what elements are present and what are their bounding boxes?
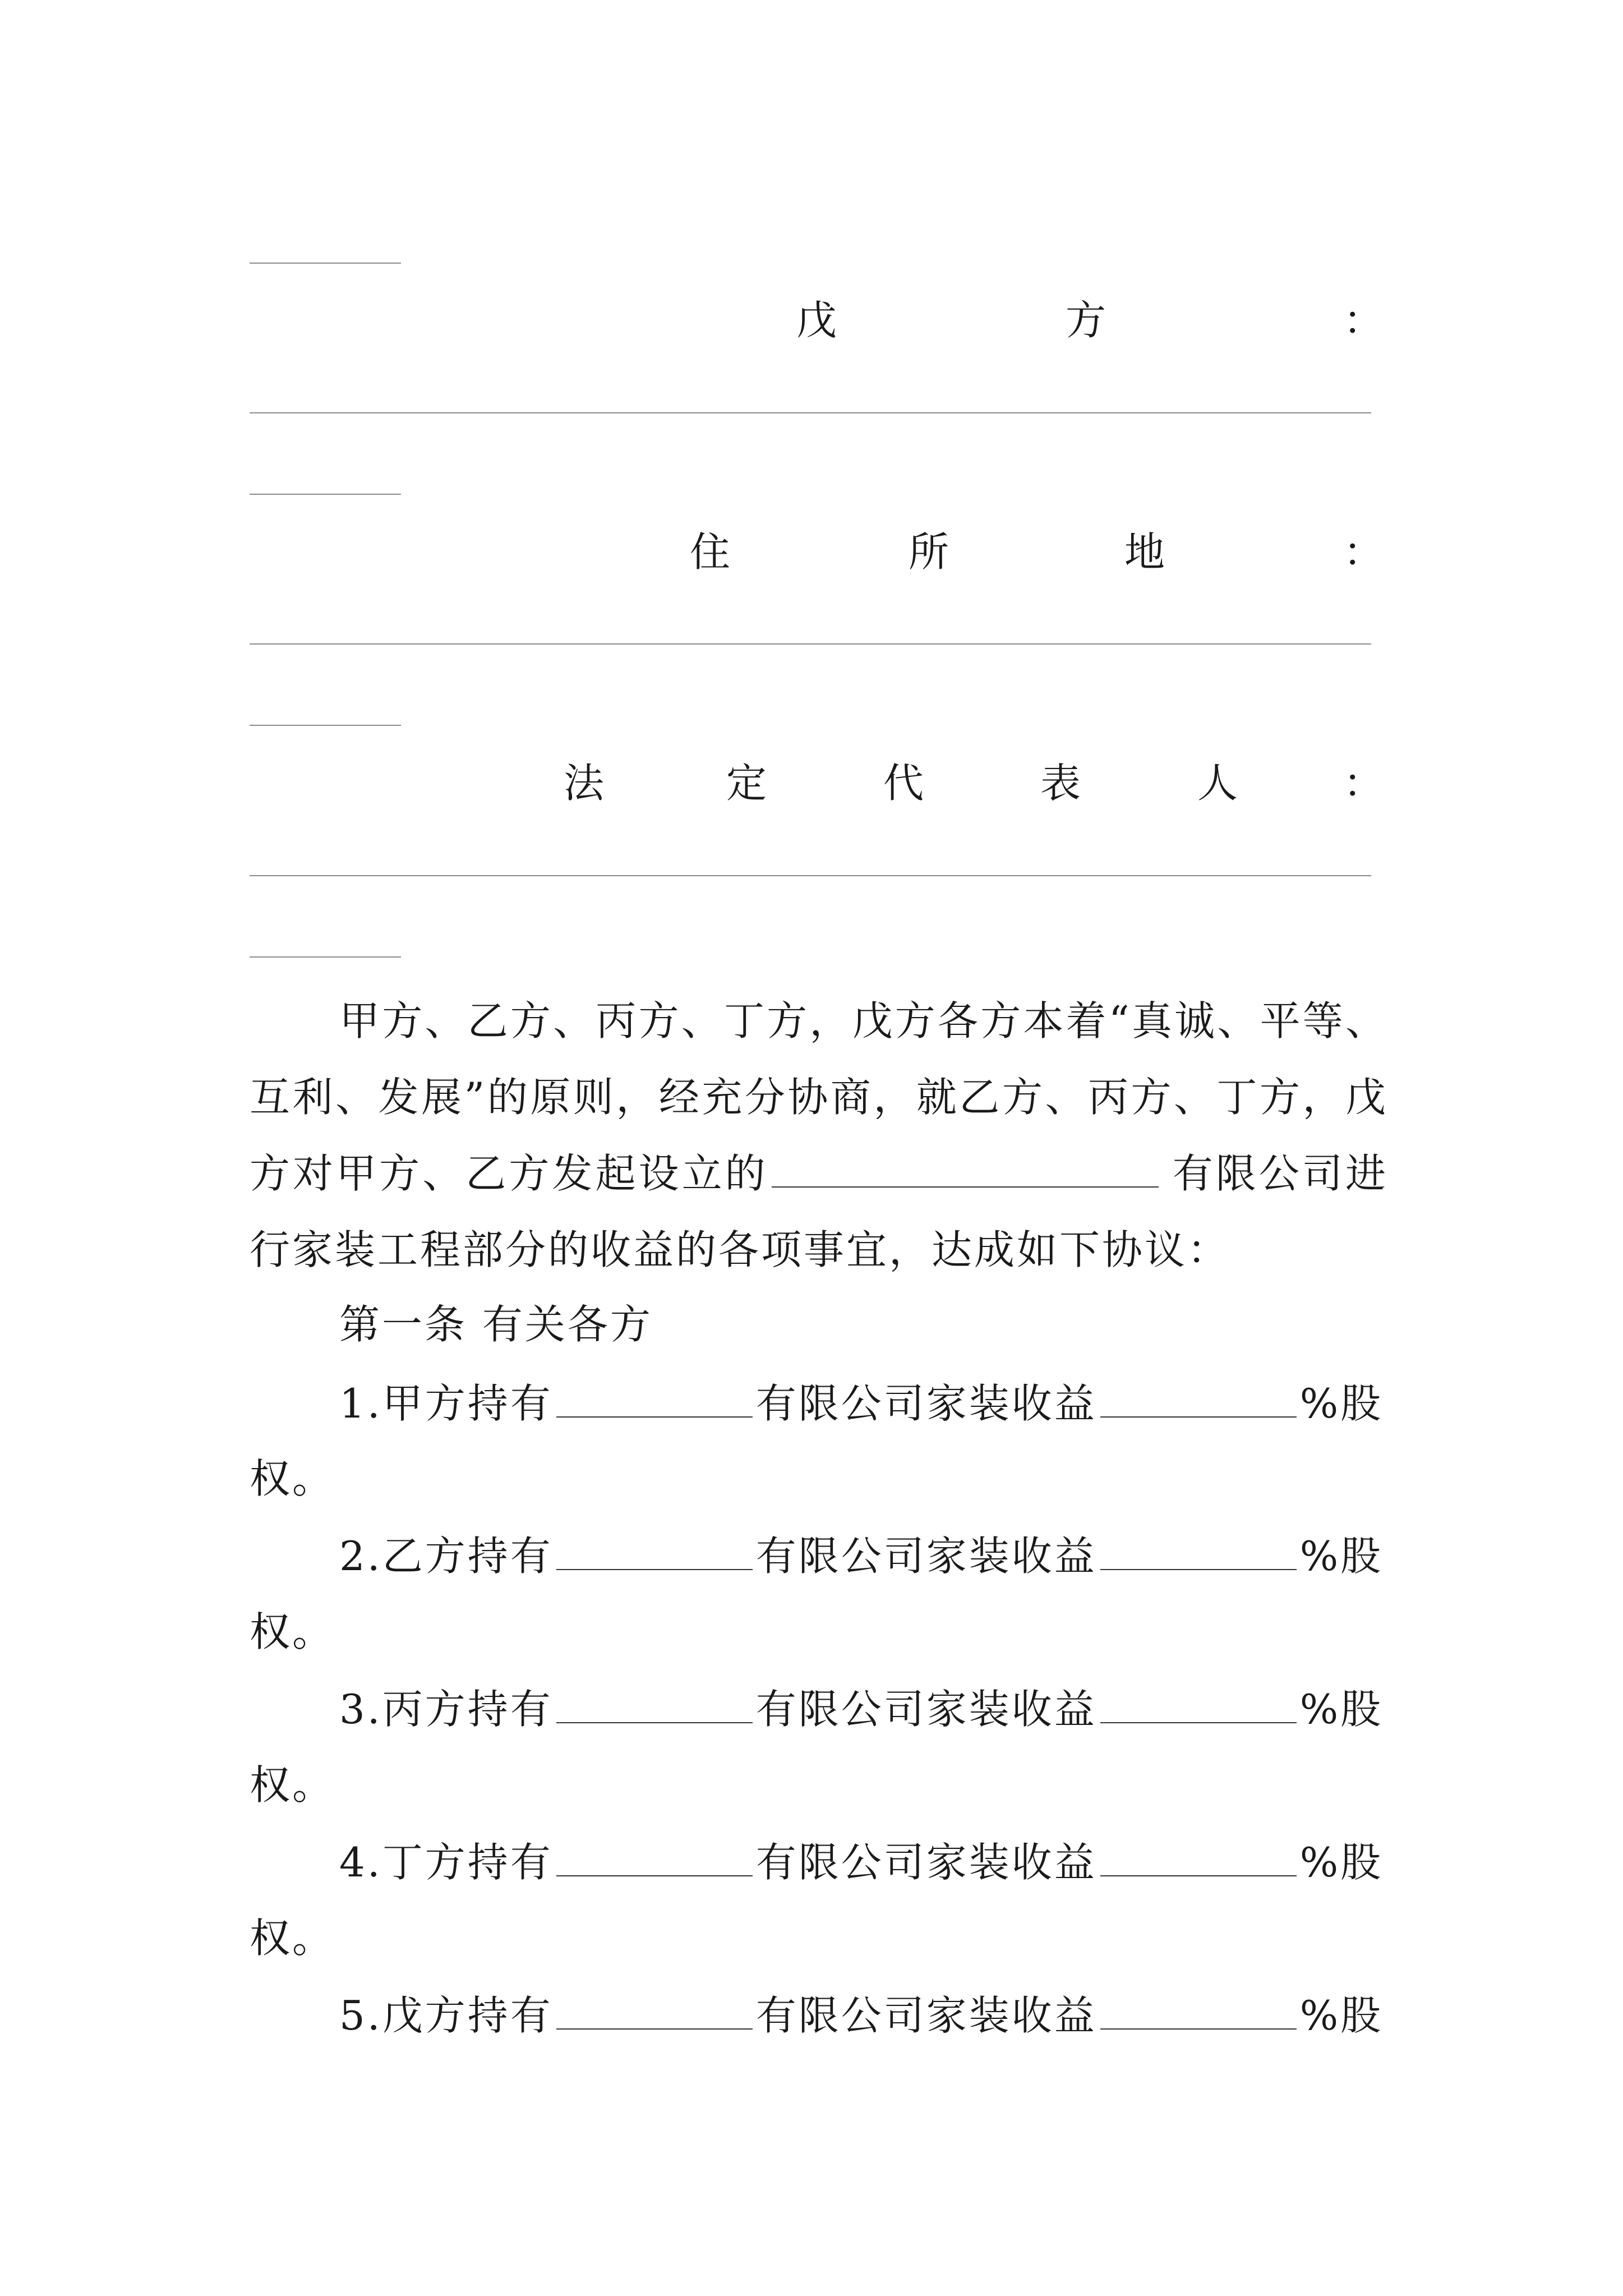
label-char: 代 [883, 760, 924, 807]
holding-prefix: 4.丁方持有 [339, 1839, 553, 1886]
underline-rule [250, 956, 401, 958]
percent-blank[interactable] [1100, 1383, 1297, 1418]
label-char: 定 [726, 760, 767, 807]
label-char: 方 [1066, 297, 1106, 344]
holding-tail: 权。 [250, 1455, 335, 1502]
holding-suffix: %股 [1299, 1839, 1384, 1886]
holding-item [339, 1992, 1384, 2039]
label-char: 人 [1197, 760, 1238, 807]
holding-item [339, 1839, 1384, 1886]
company-name-blank[interactable] [772, 1153, 1159, 1188]
label-colon: ： [1343, 297, 1384, 344]
holding-middle: 有限公司家装收益 [755, 1380, 1097, 1427]
holding-tail: 权。 [250, 1915, 335, 1962]
holding-item [339, 1380, 1384, 1427]
percent-blank[interactable] [1100, 1535, 1297, 1570]
holding-middle: 有限公司家装收益 [755, 1839, 1097, 1886]
label-char: 表 [1040, 760, 1081, 807]
underline-rule [250, 263, 401, 264]
fill-in-line [250, 875, 1371, 876]
holding-suffix: %股 [1299, 1380, 1384, 1427]
underline-rule [250, 725, 401, 726]
holding-item [339, 1686, 1384, 1733]
holding-middle: 有限公司家装收益 [755, 1686, 1097, 1733]
holding-prefix: 5.戊方持有 [339, 1992, 553, 2039]
percent-blank[interactable] [1100, 1842, 1297, 1876]
label-char: 地 [1124, 528, 1165, 576]
intro-paragraph [250, 983, 1388, 1288]
holding-prefix: 2.乙方持有 [339, 1533, 553, 1580]
intro-text-continued: 有限公司进行家装工程部分的收益的各项事宜，达成如下协议： [250, 1150, 1388, 1273]
percent-blank[interactable] [1100, 1688, 1297, 1723]
label-char: 法 [564, 760, 605, 807]
fill-in-line [250, 412, 1371, 413]
holding-prefix: 1.甲方持有 [339, 1380, 553, 1427]
holding-middle: 有限公司家装收益 [755, 1533, 1097, 1580]
label-colon: ： [1343, 760, 1384, 807]
holding-tail: 权。 [250, 1608, 335, 1655]
label-char: 戊 [796, 297, 837, 344]
holding-suffix: %股 [1299, 1686, 1384, 1733]
underline-rule [250, 494, 401, 495]
fill-in-line [250, 643, 1371, 645]
company-blank[interactable] [556, 1535, 753, 1570]
holding-middle: 有限公司家装收益 [755, 1992, 1097, 2039]
holding-prefix: 3.丙方持有 [339, 1686, 553, 1733]
holding-tail: 权。 [250, 1761, 335, 1809]
holding-suffix: %股 [1299, 1533, 1384, 1580]
intro-text: 甲方、乙方、丙方、丁方，戊方各方本着“真诚、平等、互利、发展”的原则，经充分协商，就乙方、丙方、丁方，戊方对甲方、乙方发起设立的 [250, 997, 1388, 1197]
label-char: 所 [909, 528, 949, 576]
label-char: 住 [690, 528, 731, 576]
holding-item [339, 1533, 1384, 1580]
company-blank[interactable] [556, 1383, 753, 1418]
label-colon: ： [1343, 528, 1384, 576]
holding-suffix: %股 [1299, 1992, 1384, 2039]
percent-blank[interactable] [1100, 1995, 1297, 2030]
article-title: 第一条 有关各方 [339, 1301, 653, 1348]
company-blank[interactable] [556, 1688, 753, 1723]
company-blank[interactable] [556, 1995, 753, 2030]
company-blank[interactable] [556, 1842, 753, 1876]
